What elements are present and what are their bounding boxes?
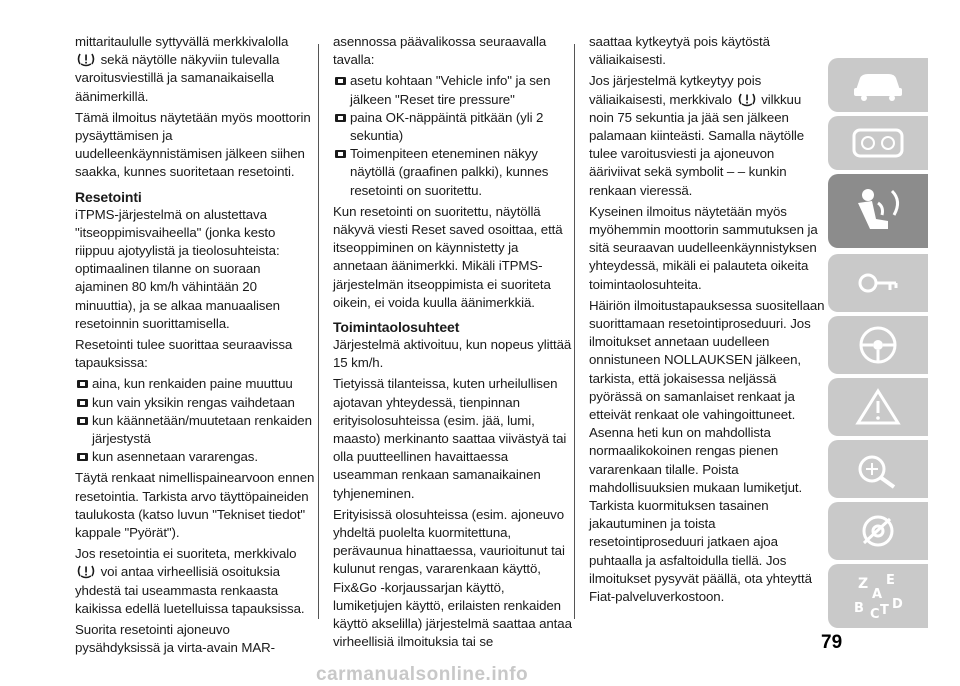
car-info-icon bbox=[850, 68, 906, 102]
paragraph bbox=[75, 545, 315, 618]
column-divider bbox=[574, 44, 575, 619]
index-letter-b: B bbox=[854, 601, 864, 616]
list-item-text: paina OK-näppäintä pitkään (yli 2 sekuntia) bbox=[350, 109, 544, 144]
list-item-text: kun asennetaan vararengas. bbox=[92, 449, 258, 465]
tab-safety[interactable] bbox=[828, 174, 928, 248]
tab-emergency[interactable] bbox=[828, 378, 928, 436]
bullet-icon bbox=[77, 399, 88, 407]
text: sekä näytölle näkyviin tulevalla varoitusviestillä ja samanaikaisella äänimerkillä. bbox=[75, 52, 280, 104]
dashboard-icon bbox=[850, 126, 906, 160]
paragraph bbox=[75, 33, 315, 106]
paragraph: Tietyissä tilanteissa, kuten urheilullisen ajotavan yhteydessä, tienpinnan erityisolosuhteissa (esim. jää, lumi, maasto) merkinanto saattaa viivästyä tai olla puutteellinen havaittaessa useamman renkaan samanaikainen tyhjeneminen. bbox=[333, 376, 567, 501]
paragraph: Erityisissä olosuhteissa (esim. ajoneuvo yhdeltä puolelta kuormitettuna, perävaunua hinattaessa, vaurioitunut tai kulunut rengas, vararenkaan käyttö, Fix&Go -korjaussarjan käyttö, lumiketjujen käyttö, erilaisten renkaiden käyttö akselilla) järjestelmä saattaa antaa virheellisiä ilmoituksia tai se bbox=[333, 506, 572, 650]
paragraph: Resetointi tulee suorittaa seuraavissa tapauksissa: bbox=[75, 337, 293, 371]
paragraph: Tämä ilmoitus näytetään myös moottorin pysäyttämisen ja uudelleenkäynnistämisen jälkeen siihen saakka, kunnes suoritetaan resetointi. bbox=[75, 109, 311, 180]
text: Jos järjestelmä kytkeytyy pois väliaikaisesti, merkkivalo bbox=[589, 73, 762, 107]
text: mittaritaululle syttyvällä merkkivalolla bbox=[75, 34, 289, 49]
list-item-text: aina, kun renkaiden paine muuttuu bbox=[92, 376, 293, 392]
tab-index[interactable] bbox=[828, 564, 928, 628]
list-item-text: Toimenpiteen eteneminen näkyy näytöllä (graafinen palkki), kunnes resetointi on suoritettu. bbox=[350, 146, 549, 198]
list-item-text: asetu kohtaan "Vehicle info" ja sen jälkeen "Reset tire pressure" bbox=[350, 73, 551, 107]
tech-data-icon bbox=[850, 509, 906, 553]
bullet-icon bbox=[77, 380, 88, 388]
paragraph: asennossa päävalikossa seuraavalla tavalla: bbox=[333, 34, 547, 68]
watermark: carmanualsonline.info bbox=[316, 664, 529, 685]
paragraph: saattaa kytkeytyä pois käytöstä väliaikaisesti. bbox=[589, 34, 770, 68]
tab-driving[interactable] bbox=[828, 316, 928, 374]
tab-starting[interactable] bbox=[828, 254, 928, 312]
bullet-icon bbox=[335, 114, 346, 122]
key-start-icon bbox=[850, 263, 906, 303]
bullet-icon bbox=[77, 417, 88, 425]
tpms-warning-icon bbox=[738, 92, 756, 107]
paragraph: Järjestelmä aktivoituu, kun nopeus ylittää 15 km/h. bbox=[333, 337, 572, 371]
bullet-icon bbox=[335, 150, 346, 158]
chapter-tabs bbox=[828, 58, 928, 633]
paragraph: Täytä renkaat nimellispainearvoon ennen resetointia. Tarkista arvo täyttöpaineiden taulukosta (katso luvun "Tekniset tiedot" kappale "Pyörät"). bbox=[75, 470, 315, 541]
paragraph: Kun resetointi on suoritettu, näytöllä näkyvä viesti Reset saved osoittaa, että itseoppiminen on käynnistetty ja annetaan äänimerkki. Mikäli iTPMS-järjestelmän itseoppimista ei suoriteta oikein, ei voida kuulla äänimerkkiä. bbox=[333, 203, 563, 310]
paragraph: Suorita resetointi ajoneuvo pysähdyksissä ja virta-avain MAR- bbox=[75, 622, 275, 656]
steering-wheel-icon bbox=[850, 323, 906, 367]
tab-technical-data[interactable] bbox=[828, 502, 928, 560]
text: voi antaa virheellisiä osoituksia yhdestä tai useammasta renkaasta kaikissa edellä luetelluissa tapauksissa. bbox=[75, 564, 305, 616]
tab-dashboard[interactable] bbox=[828, 116, 928, 170]
list-item-text: kun käännetään/muutetaan renkaiden järjestystä bbox=[92, 412, 312, 447]
bullet-icon bbox=[77, 453, 88, 461]
paragraph: Kyseinen ilmoitus näytetään myös myöhemmin moottorin sammutuksen ja sitä seuraavan uudelleenkäynnistyksen yhteydessä, mikäli ei palauteta oikeita toimintaolosuhteita. bbox=[589, 203, 818, 292]
text: Jos resetointia ei suoriteta, merkkivalo bbox=[75, 546, 297, 562]
section-heading: Toimintaolosuhteet bbox=[333, 319, 460, 336]
wrench-maintenance-icon bbox=[850, 447, 906, 491]
tpms-warning-icon bbox=[77, 52, 95, 67]
paragraph: Häiriön ilmoitustapauksessa suositellaan suorittamaan resetointiproseduuri. Jos ilmoitukset annetaan uudelleen onnistuneen NOLLAUKSEN jälkeen, tarkista, että jokaisessa neljässä pyörässä on samanlaiset renkaat ja etteivät renkaat ole vahingoittuneet. Asenna heti kun on mahdollista normaalikokoinen rengas pienen vararenkaan tilalle. Poista mahdollisuuksien mukaan lumiketjut. Tarkista kuormituksen tasainen jakautuminen ja toista resetointiproseduuri jatkaen ajoa puhtaalla ja asfaltoidulla tiellä. Jos ilmoitukset pysyvät päällä, ota yhteyttä Fiat-palveluverkostoon. bbox=[589, 297, 825, 605]
index-letter-z: Z bbox=[858, 576, 869, 592]
column-2 bbox=[333, 33, 573, 655]
list-item-text: kun vain yksikin rengas vaihdetaan bbox=[92, 394, 295, 410]
warning-triangle-icon bbox=[850, 385, 906, 429]
bullet-icon bbox=[335, 77, 346, 85]
list-item bbox=[75, 412, 315, 448]
list-item bbox=[75, 375, 315, 393]
list-item bbox=[333, 72, 573, 108]
list-item bbox=[75, 448, 315, 466]
column-divider bbox=[318, 44, 319, 619]
list-item bbox=[333, 145, 573, 200]
section-heading: Resetointi bbox=[75, 188, 142, 205]
text: vilkkuu noin 75 sekuntia ja jää sen jälkeen palamaan kiinteästi. Samalla näytölle tulee varoitusviesti ja ajoneuvon ääriviivat sekä symbolit – – kunkin renkaan vieressä. bbox=[589, 91, 805, 198]
seat-airbag-icon bbox=[848, 185, 908, 237]
tab-maintenance[interactable] bbox=[828, 440, 928, 498]
tpms-warning-icon bbox=[77, 564, 95, 579]
index-letter-a: A bbox=[872, 587, 883, 602]
index-letter-e: E bbox=[886, 573, 895, 588]
tab-vehicle-info[interactable] bbox=[828, 58, 928, 112]
index-letter-t: T bbox=[880, 603, 889, 618]
page-number: 79 bbox=[821, 632, 843, 653]
index-icon bbox=[846, 568, 910, 624]
list-item bbox=[333, 109, 573, 145]
paragraph: iTPMS-järjestelmä on alustettava "itseoppimisvaiheella" (jonka kesto riippuu ajotyylistä ja tieolosuhteista: optimaalinen tilanne on suoraan ajaminen 80 km/h vähintään 20 minuuttia), ja se alkaa manuaalisen resetoinnin suorittamisella. bbox=[75, 206, 280, 331]
column-1 bbox=[75, 33, 315, 661]
index-letter-c: C bbox=[870, 607, 880, 622]
index-letter-d: D bbox=[892, 597, 903, 612]
list-item bbox=[75, 394, 315, 412]
paragraph bbox=[589, 72, 829, 199]
column-3 bbox=[589, 33, 829, 609]
